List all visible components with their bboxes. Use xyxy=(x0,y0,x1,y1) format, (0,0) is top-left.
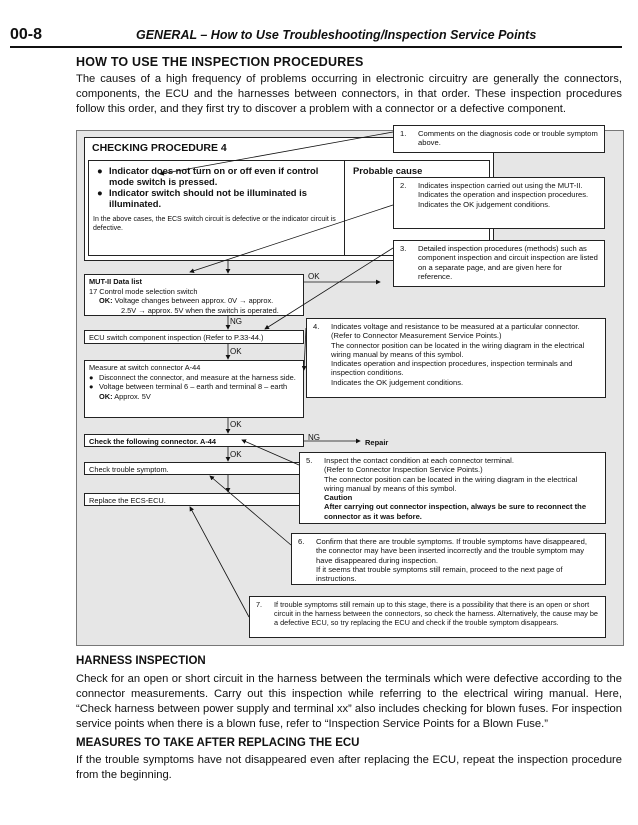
repair-label: Repair xyxy=(365,438,389,447)
check-symptom-box: Check trouble symptom. xyxy=(84,462,304,475)
note-2: 2. Indicates inspection carried out using the MUT-II. Indicates the operation and inspection procedures. Indicates the OK judgement conditions. xyxy=(393,177,605,229)
ok-label-3: OK xyxy=(230,450,242,459)
measure-bullet-1: ● Disconnect the connector, and measure at the harness side. xyxy=(89,372,296,382)
note-5: 5. Inspect the contact condition at each connector terminal. (Refer to Connector Inspection Service Points.) The connector position can be located in the wiring diagram in the electrical wiring manual by means of this symbol. Caution After carrying out connector inspection, always be sure to reconnect the connector as it was before. xyxy=(299,452,606,524)
probable-cause-label: Probable cause xyxy=(353,165,423,176)
ok-label-1: OK xyxy=(230,347,242,356)
measure-line1: Measure at switch connector A-44 xyxy=(89,363,201,372)
note-7: 7. If trouble symptoms still remain up to this stage, there is a possibility that there is an open or short circuit in the harness between the connectors, so check the harness. Alternatively, the cause may be a defective ECU, so try replacing the ECU and check if the trouble symptom disappears. xyxy=(249,596,606,638)
after-ecu-paragraph: If the trouble symptoms have not disappeared even after replacing the ECU, repeat the inspection procedure from the beginning. xyxy=(76,754,622,781)
measure-connector-box: Measure at switch connector A-44 ● Disconnect the connector, and measure at the harness side. ● Voltage between terminal 6 – earth and terminal 8 – earth OK: Approx. 5V xyxy=(84,360,304,418)
harness-inspection-heading: HARNESS INSPECTION xyxy=(76,655,206,667)
page-header-title: GENERAL – How to Use Troubleshooting/Inspection Service Points xyxy=(136,28,537,42)
ok-label-2: OK xyxy=(230,420,242,429)
after-ecu-heading: MEASURES TO TAKE AFTER REPLACING THE ECU xyxy=(76,737,360,749)
symptom-bullet-2: ● Indicator switch should not be illuminated is illuminated. xyxy=(97,187,307,209)
note-6: 6. Confirm that there are trouble symptoms. If trouble symptoms have disappeared, the connector may have been inserted incorrectly and the trouble symptom may have disappeared during inspection. If it seems that trouble symptoms still remain, proceed to the next page of instructions. xyxy=(291,533,606,585)
ok-label-mut: OK xyxy=(308,272,320,281)
note-4: 4. Indicates voltage and resistance to be measured at a particular connector. (Refer to Connector Measurement Service Points.) The connector position can be located in the wiring diagram in the electrical wiring manual by means of this symbol. Indicates operation and inspection procedures, inspection terminals and inspection conditions. Indicates the OK judgement conditions. xyxy=(306,318,606,398)
mut-line1: 17 Control mode selection switch xyxy=(89,286,198,296)
ng-label-2: NG xyxy=(308,433,320,442)
intro-paragraph: The causes of a high frequency of problems occurring in electronic circuitry are generally the connectors, components, the ECU and the harnesses between connectors, in that order. These inspection procedures follow this order, and they first try to discover a problem with a connector or a defective component. xyxy=(76,73,622,115)
measure-ok-text: Approx. 5V xyxy=(114,391,151,401)
symptom-bullet-1: ● Indicator does not turn on or off even if control mode switch is pressed. xyxy=(97,165,319,187)
section-heading-inspection-procedures: HOW TO USE THE INSPECTION PROCEDURES xyxy=(76,55,364,69)
mut-title: MUT-II Data list xyxy=(89,277,142,286)
mut-ok-text: Voltage changes between approx. 0V → approx. xyxy=(114,296,274,305)
mut-data-list-box: MUT-II Data list 17 Control mode selection switch OK: Voltage changes between approx. 0V → approx. 2.5V → approx. 5V when the switch is operated. xyxy=(84,274,304,316)
note-3: 3. Detailed inspection procedures (methods) such as component inspection and circuit inspection are listed on a separate page, and are given here for reference. xyxy=(393,240,605,287)
symptom-note: In the above cases, the ECS switch circuit is defective or the indicator circuit is defective. xyxy=(93,216,336,232)
harness-inspection-paragraph: Check for an open or short circuit in the harness between the terminals which were defective according to the connector measurements. Carry out this inspection while referring to the electrical wiring manual. Here, “Check harness between power supply and terminal xx” also includes checking for blown fuses. For inspection service points when there is a blown fuse, refer to “Inspection Service Points for a Blown Fuse.” xyxy=(76,673,622,730)
note-1: 1. Comments on the diagnosis code or trouble symptom above. xyxy=(393,125,605,153)
page-number: 00-8 xyxy=(10,26,43,43)
check-connector-box: Check the following connector. A-44 xyxy=(84,434,304,447)
mut-ok-text2: 2.5V → approx. 5V when the switch is operated. xyxy=(121,305,279,315)
component-inspection-box: ECU switch component inspection (Refer to P.33-44.) xyxy=(84,330,304,344)
ng-label-1: NG xyxy=(230,317,242,326)
replace-ecu-box: Replace the ECS-ECU. xyxy=(84,493,304,506)
measure-bullet-2: ● Voltage between terminal 6 – earth and terminal 8 – earth xyxy=(89,382,288,391)
checking-procedure-title: CHECKING PROCEDURE 4 xyxy=(92,142,227,154)
